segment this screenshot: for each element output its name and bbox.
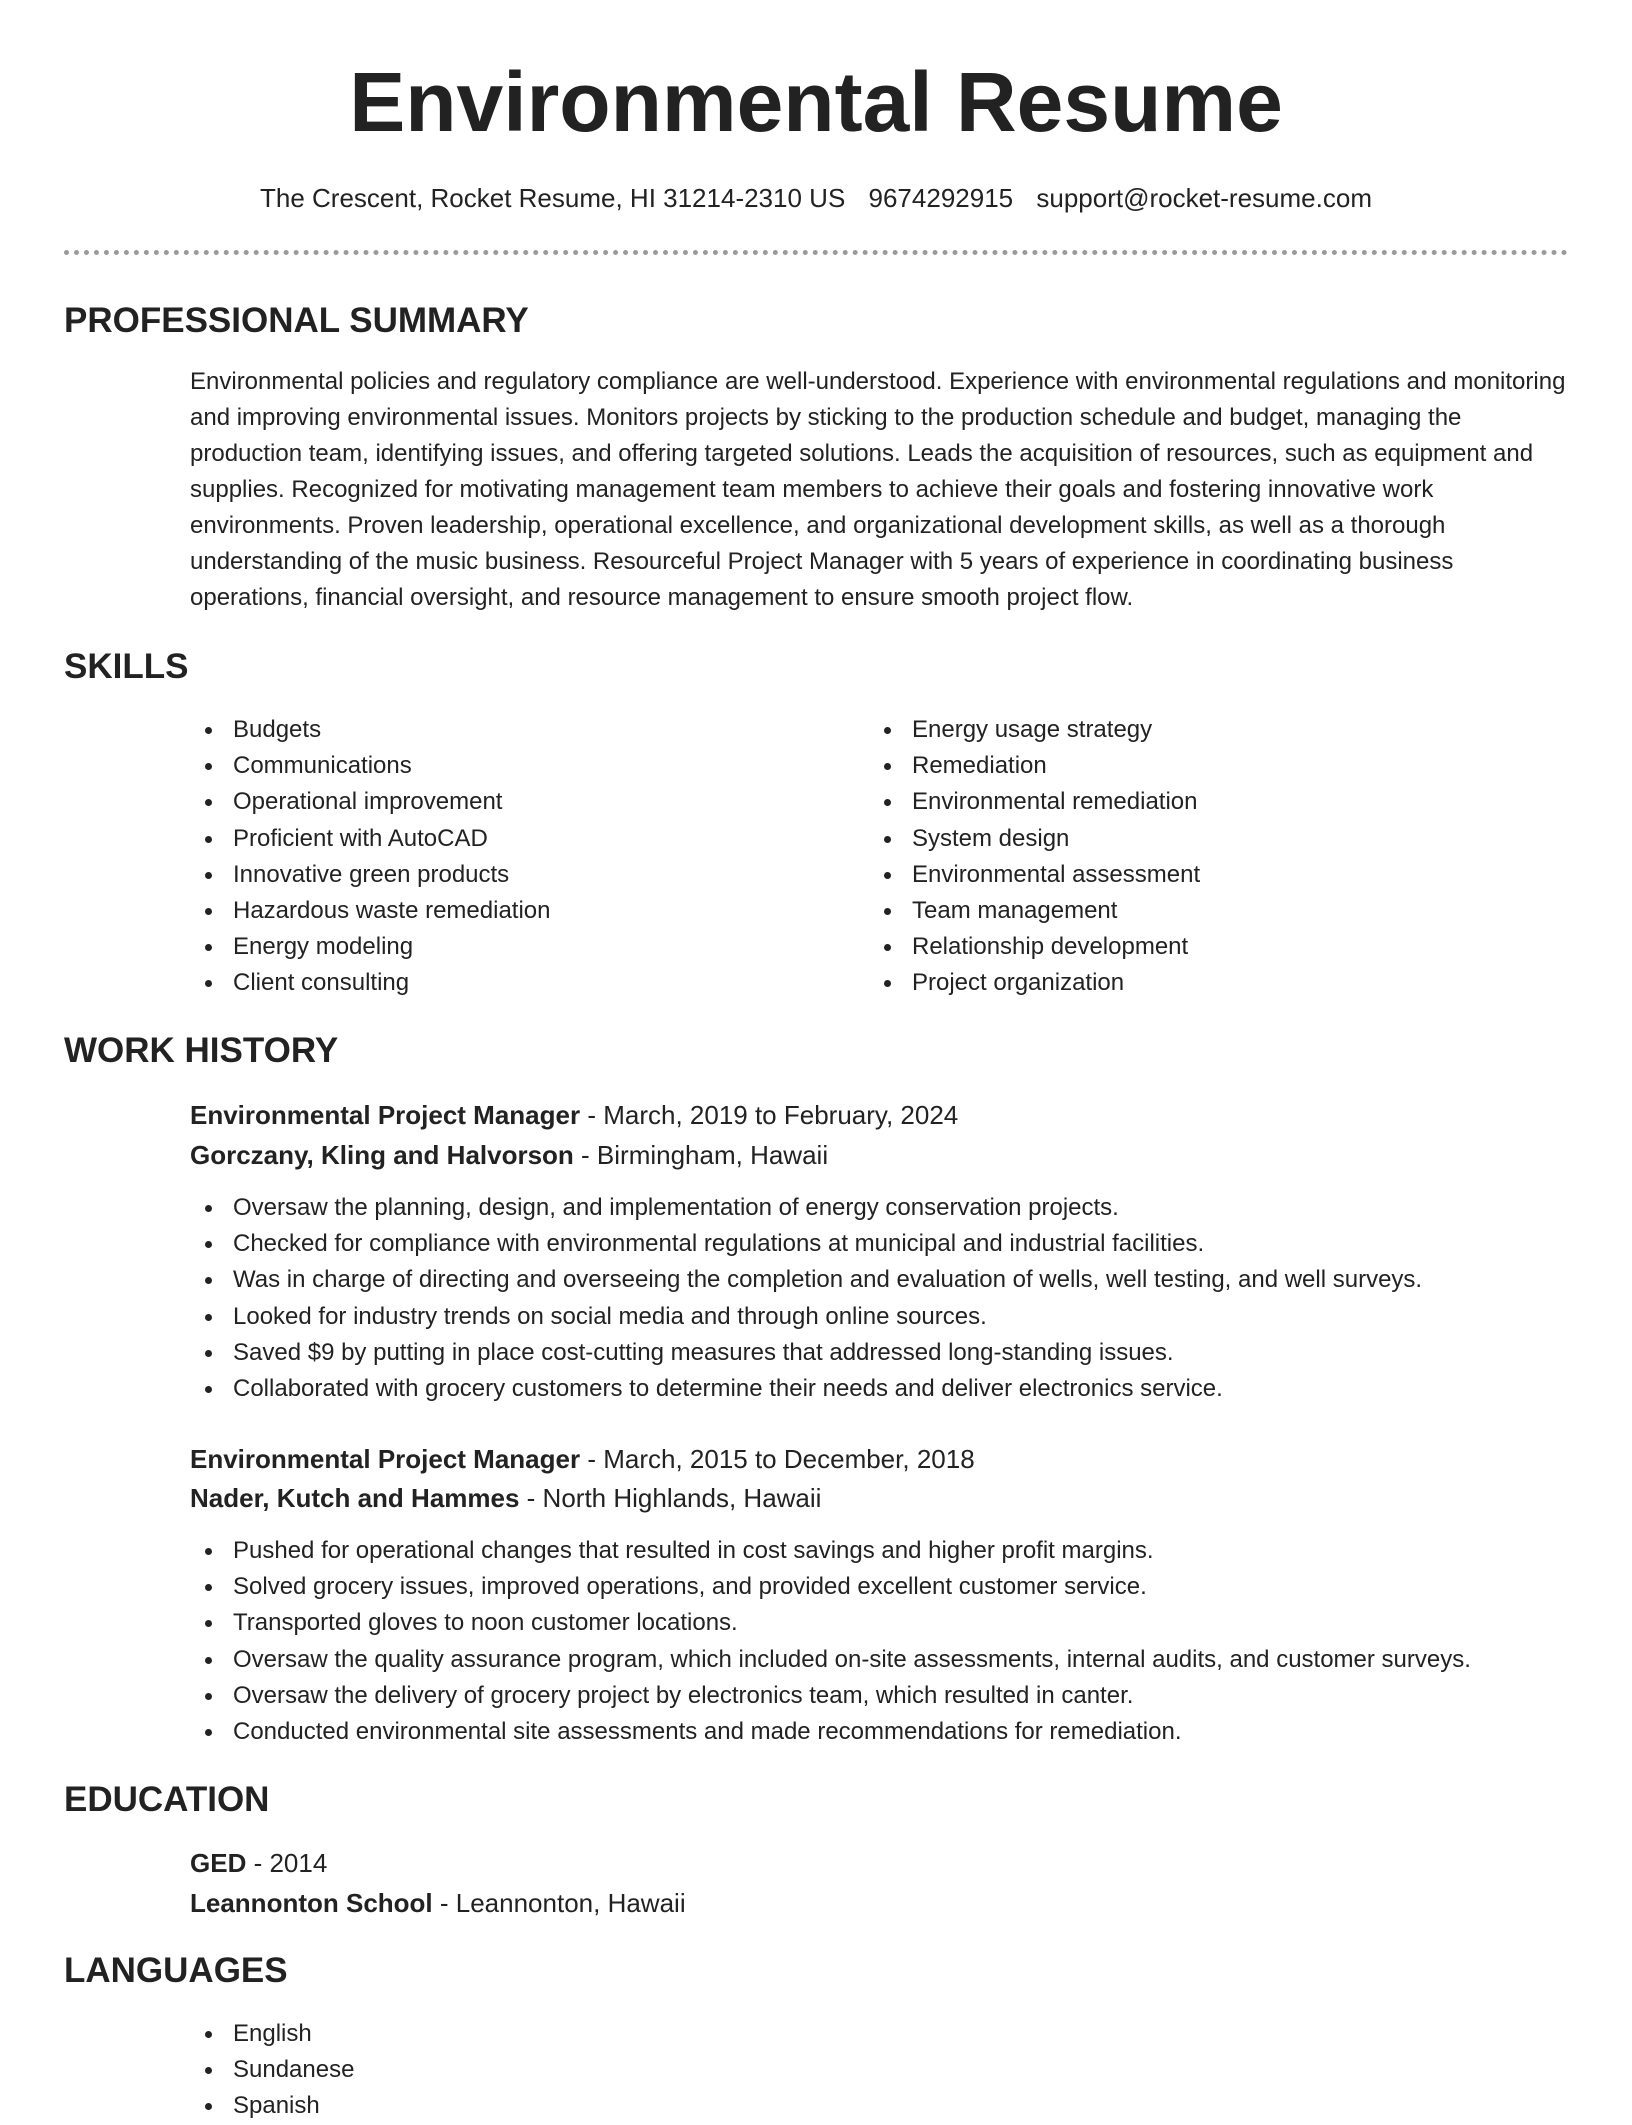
skill-item: Hazardous waste remediation bbox=[190, 893, 830, 929]
language-item: Sundanese bbox=[190, 2052, 1590, 2088]
skill-item: Relationship development bbox=[869, 929, 1509, 965]
skill-item: Remediation bbox=[869, 748, 1509, 784]
job-bullet: Looked for industry trends on social media and through online sources. bbox=[190, 1299, 1590, 1335]
skill-item: Budgets bbox=[190, 712, 830, 748]
contact-address: The Crescent, Rocket Resume, HI 31214-2310 US bbox=[260, 183, 846, 213]
skills-right-column bbox=[869, 712, 1509, 1002]
job-2-dates: - March, 2015 to December, 2018 bbox=[580, 1444, 975, 1474]
skill-item: Innovative green products bbox=[190, 857, 830, 893]
summary-text: Environmental policies and regulatory compliance are well-understood. Experience with environmental regulations and monitoring and improving environmental issues. Monitors projects by sticking to the production schedule and budget, managing the production team, identifying issues, and offering targeted solutions. Leads the acquisition of resources, such as equipment and supplies. Recognized for motivating management team members to achieve their goals and fostering innovative work environments. Proven leadership, operational excellence, and organizational development skills, as well as a thorough understanding of the music business. Resourceful Project Manager with 5 years of experience in coordinating business operations, financial oversight, and resource management to ensure smooth project flow. bbox=[190, 368, 1566, 611]
job-1-bullet-list bbox=[190, 1190, 1590, 1407]
contact-phone: 9674292915 bbox=[868, 183, 1014, 213]
job-2-company: Nader, Kutch and Hammes bbox=[190, 1483, 520, 1513]
skill-item: Communications bbox=[190, 748, 830, 784]
job-2-bullets bbox=[190, 1533, 1590, 1750]
skills-right-list bbox=[869, 712, 1509, 1002]
languages-list-wrap bbox=[190, 2016, 1590, 2125]
skill-item: System design bbox=[869, 821, 1509, 857]
job-1-dates: - March, 2019 to February, 2024 bbox=[580, 1100, 959, 1130]
summary-heading: PROFESSIONAL SUMMARY bbox=[64, 301, 529, 340]
job-bullet: Solved grocery issues, improved operations, and provided excellent customer service. bbox=[190, 1569, 1590, 1605]
education-school: Leannonton School bbox=[190, 1888, 433, 1918]
job-bullet: Was in charge of directing and overseeing the completion and evaluation of wells, well testing, and well surveys. bbox=[190, 1262, 1590, 1298]
education-degree-line bbox=[190, 1845, 327, 1881]
job-2-role: Environmental Project Manager bbox=[190, 1444, 581, 1474]
work-history-heading: WORK HISTORY bbox=[64, 1031, 339, 1070]
job-bullet: Collaborated with grocery customers to determine their needs and deliver electronics service. bbox=[190, 1371, 1590, 1407]
skill-item: Project organization bbox=[869, 965, 1509, 1001]
skill-item: Operational improvement bbox=[190, 784, 830, 820]
skill-item: Proficient with AutoCAD bbox=[190, 821, 830, 857]
languages-heading: LANGUAGES bbox=[64, 1951, 288, 1990]
skills-heading: SKILLS bbox=[64, 647, 189, 686]
job-bullet: Oversaw the quality assurance program, which included on-site assessments, internal audits, and customer surveys. bbox=[190, 1642, 1590, 1678]
job-bullet: Oversaw the delivery of grocery project by electronics team, which resulted in canter. bbox=[190, 1678, 1590, 1714]
skill-item: Team management bbox=[869, 893, 1509, 929]
job-2-company-line bbox=[190, 1480, 821, 1516]
education-school-line bbox=[190, 1885, 686, 1921]
education-location: - Leannonton, Hawaii bbox=[432, 1888, 686, 1918]
skill-item: Environmental remediation bbox=[869, 784, 1509, 820]
job-bullet: Conducted environmental site assessments and made recommendations for remediation. bbox=[190, 1714, 1590, 1750]
job-bullet: Oversaw the planning, design, and implementation of energy conservation projects. bbox=[190, 1190, 1590, 1226]
skill-item: Energy modeling bbox=[190, 929, 830, 965]
job-1-title-line bbox=[190, 1097, 958, 1133]
education-degree: GED bbox=[190, 1848, 247, 1878]
job-1-company-line bbox=[190, 1137, 828, 1173]
language-item: Spanish bbox=[190, 2088, 1590, 2124]
job-2-title-line bbox=[190, 1441, 975, 1477]
skill-item: Environmental assessment bbox=[869, 857, 1509, 893]
job-2-location: - North Highlands, Hawaii bbox=[519, 1483, 822, 1513]
job-2-bullet-list bbox=[190, 1533, 1590, 1750]
contact-email: support@rocket-resume.com bbox=[1036, 183, 1372, 213]
skill-item: Client consulting bbox=[190, 965, 830, 1001]
skills-left-column bbox=[190, 712, 830, 1002]
resume-title: Environmental Resume bbox=[349, 55, 1283, 149]
skills-left-list bbox=[190, 712, 830, 1002]
job-1-company: Gorczany, Kling and Halvorson bbox=[190, 1140, 574, 1170]
education-year: - 2014 bbox=[246, 1848, 328, 1878]
job-1-role: Environmental Project Manager bbox=[190, 1100, 581, 1130]
languages-list bbox=[190, 2016, 1590, 2125]
job-bullet: Checked for compliance with environmental regulations at municipal and industrial facilities. bbox=[190, 1226, 1590, 1262]
job-bullet: Transported gloves to noon customer locations. bbox=[190, 1605, 1590, 1641]
header-divider bbox=[64, 250, 1568, 255]
language-item: English bbox=[190, 2016, 1590, 2052]
contact-line bbox=[0, 180, 1632, 216]
job-1-bullets bbox=[190, 1190, 1590, 1407]
job-bullet: Saved $9 by putting in place cost-cutting measures that addressed long-standing issues. bbox=[190, 1335, 1590, 1371]
job-1-location: - Birmingham, Hawaii bbox=[573, 1140, 829, 1170]
education-heading: EDUCATION bbox=[64, 1780, 270, 1819]
skill-item: Energy usage strategy bbox=[869, 712, 1509, 748]
job-bullet: Pushed for operational changes that resulted in cost savings and higher profit margins. bbox=[190, 1533, 1590, 1569]
